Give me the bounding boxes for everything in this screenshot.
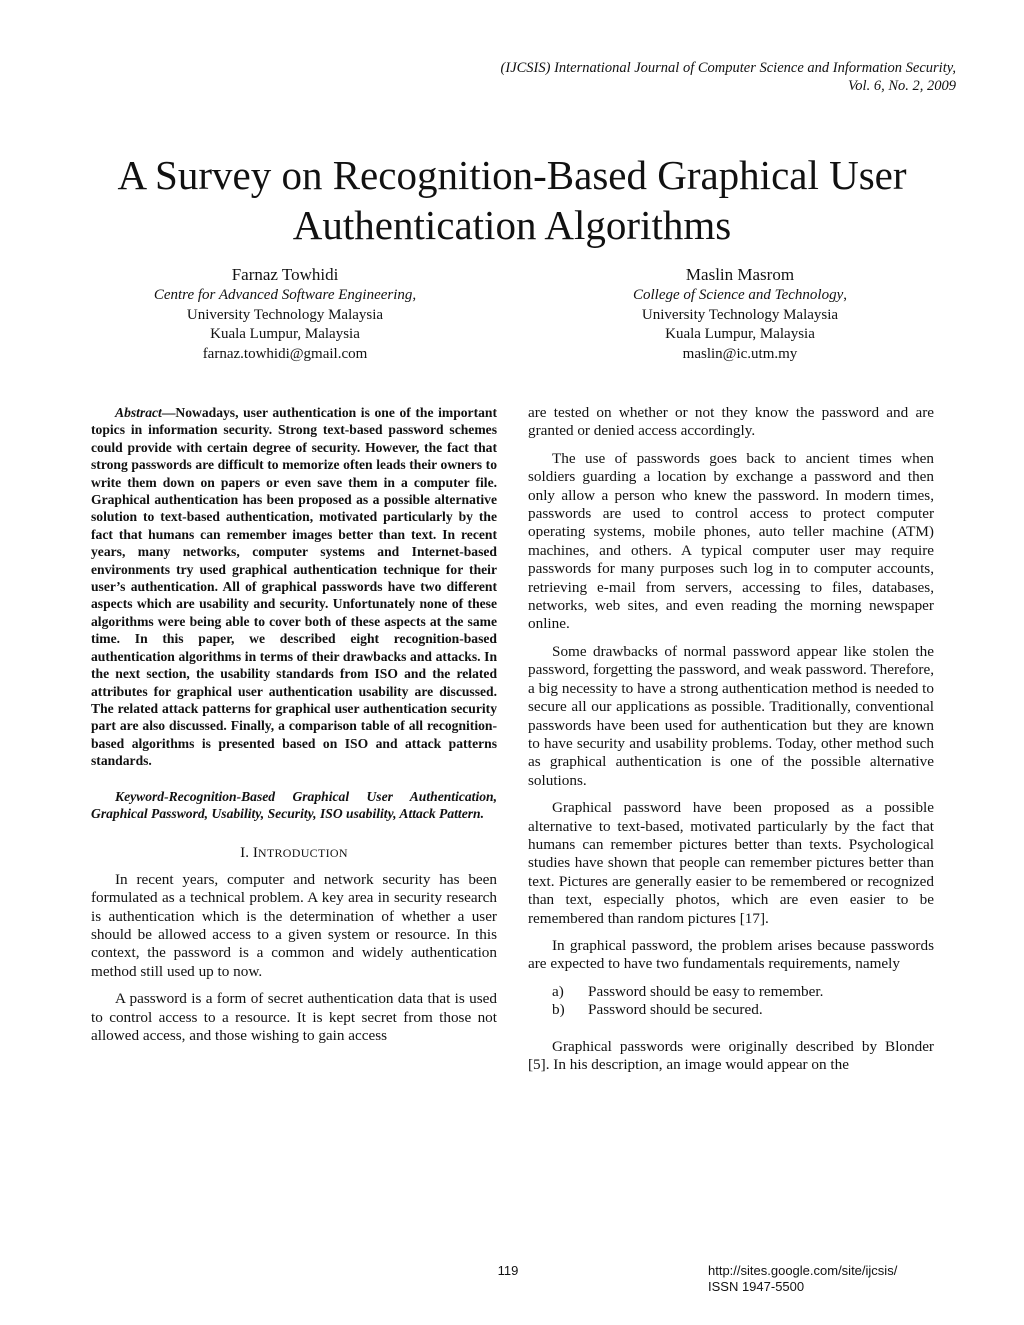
title-line-1: A Survey on Recognition-Based Graphical User — [117, 152, 907, 198]
page-number: 119 — [497, 1263, 519, 1278]
list-item — [528, 983, 934, 1001]
footer-info — [708, 1263, 968, 1295]
author-block-1 — [95, 264, 475, 364]
author-block-2 — [550, 264, 930, 364]
list-marker: a) — [552, 982, 564, 1000]
paragraph: In recent years, computer and network security has been formulated as a technical problem. A key area in security research is authentication which is the determination of whether a user should be allowed access to a given system or resource. In this context, the password is a common and widely authentication method still used up to now. — [91, 870, 497, 980]
author-location: Kuala Lumpur, Malaysia — [665, 326, 815, 342]
author-email[interactable]: maslin@ic.utm.my — [682, 345, 798, 362]
author-email[interactable]: farnaz.towhidi@gmail.com — [202, 345, 368, 362]
author-department-suffix: , — [843, 287, 847, 303]
abstract-label: Abstract — [115, 405, 162, 420]
abstract — [91, 404, 497, 770]
author-department: College of Science and Technology — [633, 287, 844, 303]
list-item-text: Password should be easy to remember. — [588, 982, 824, 1000]
journal-header — [256, 60, 956, 95]
title-line-2: Authentication Algorithms — [292, 202, 732, 248]
right-column — [528, 404, 934, 1083]
author-department: Centre for Advanced Software Engineering, — [153, 287, 417, 303]
footer-issn: ISSN 1947-5500 — [708, 1279, 805, 1294]
paragraph: Some drawbacks of normal password appear like stolen the password, forgetting the password, and weak password. Therefore, a big necessity to have a strong authentication method is needed to secure all our applications as possible. Traditionally, conventional passwords have been used for authentication but they are known to have security and usability problems. Today, other method such as graphical authentication is one of the possible alternative solutions. — [528, 642, 934, 789]
section-title-rest: NTRODUCTION — [257, 846, 348, 861]
paragraph: In graphical password, the problem arises because passwords are expected to have two fundamentals requirements, namely — [528, 936, 934, 973]
left-column — [91, 404, 497, 1054]
paper-title — [62, 150, 962, 250]
requirements-list — [528, 983, 934, 1020]
keywords: Keyword-Recognition-Based Graphical User Authentication, Graphical Password, Usability, Security, ISO usability, Attack Pattern. — [91, 788, 497, 821]
author-university: University Technology Malaysia — [641, 306, 839, 323]
list-marker: b) — [552, 1001, 565, 1019]
author-location: Kuala Lumpur, Malaysia — [210, 326, 360, 342]
author-department-line — [550, 286, 930, 306]
paragraph: The use of passwords goes back to ancient times when soldiers guarding a location by exchange a password and then only allow a person who knew the password. In modern times, passwords are used to control access to protect computer operating systems, mobile phones, auto teller machine (ATM) machines, and others. A typical computer user may require passwords for many purposes such log in to computer accounts, retrieving e-mail from servers, accessing to files, databases, networks, web sites, and even reading the morning newspaper online. — [528, 449, 934, 633]
section-number: I. — [240, 844, 253, 862]
author-name: Maslin Masrom — [685, 265, 795, 284]
paragraph-continued: are tested on whether or not they know the password and are granted or denied access accordingly. — [528, 404, 934, 440]
section-initial: I — [252, 844, 258, 862]
section-heading-introduction — [91, 844, 497, 862]
footer-url[interactable]: http://sites.google.com/site/ijcsis/ — [708, 1263, 898, 1278]
journal-volume: Vol. 6, No. 2, 2009 — [848, 77, 956, 94]
paragraph: Graphical password have been proposed as a possible alternative to text-based, motivated particularly by the fact that humans can remember pictures better than texts. Psychological studies have shown that people can remember pictures better than text. Pictures are generally easier to be remembered or recognized than text, especially photos, which are even easier to be remembered than random pictures [17]. — [528, 799, 934, 927]
paragraph: Graphical passwords were originally described by Blonder [5]. In his description, an image would appear on the — [528, 1037, 934, 1073]
journal-name: (IJCSIS) International Journal of Computer Science and Information Security, — [500, 60, 956, 76]
author-university: University Technology Malaysia — [186, 306, 384, 323]
list-item-text: Password should be secured. — [588, 1001, 763, 1019]
abstract-text: Nowadays, user authentication is one of the important topics in information security. Strong text-based password schemes could provide with certain degree of security. However, the fact that strong passwords are difficult to memorize often leads their owners to write them down on papers or even save them in a computer file. Graphical authentication has been proposed as a possible alternative solution to text-based authentication, motivated particularly by the fact that humans can remember images better than text. In recent years, many networks, computer systems and Internet-based environments try used graphical authentication technique for their user’s authentication. All of graphical passwords have two different aspects which are usability and security. Unfortunately none of these algorithms were being able to cover both of these aspects at the same time. In this paper, we described eight recognition-based authentication algorithms in terms of their drawbacks and attacks. In the next section, the usability standards from ISO and the related attributes for graphical user authentication usability are discussed. The related attack patterns for graphical user authentication security part are also discussed. Finally, a comparison table of all recognition-based algorithms is presented based on ISO and attack patterns standards. — [91, 405, 497, 769]
abstract-dash: — — [161, 405, 176, 420]
author-name: Farnaz Towhidi — [231, 265, 339, 284]
paragraph: A password is a form of secret authentication data that is used to control access to a resource. It is kept secret from those not allowed access, and those wishing to gain access — [91, 990, 497, 1044]
list-item — [528, 1001, 934, 1019]
